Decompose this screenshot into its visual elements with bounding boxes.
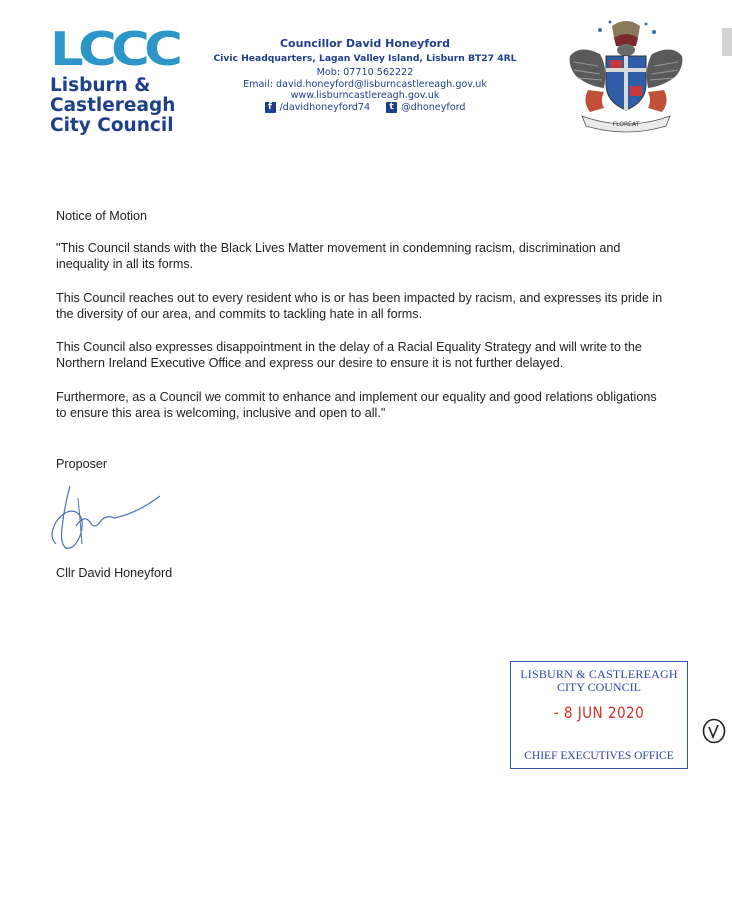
page-edge-marker xyxy=(722,28,732,56)
twitter-handle: @dhoneyford xyxy=(401,101,466,113)
stamp-line-1: LISBURN & CASTLEREAGH xyxy=(520,667,678,681)
logo-mark: LCCC xyxy=(50,22,178,76)
mobile-line: Mob: 07710 562222 xyxy=(316,67,414,78)
logo-line-3: City Council xyxy=(50,115,174,136)
logo-line-2: Castlereagh xyxy=(50,95,176,116)
stamp-date: - 8 JUN 2020 xyxy=(553,703,645,722)
motion-paragraph-2: This Council reaches out to every resident who is or has been impacted by racism, and expresses its pride in the diversity of our area, and commits to tackling hate in all forms. xyxy=(56,291,663,321)
circled-mark-icon xyxy=(701,717,727,745)
facebook-icon: f xyxy=(265,102,276,113)
contact-block xyxy=(205,36,525,113)
signatory-name: Cllr David Honeyford xyxy=(56,566,173,580)
councillor-name: Councillor David Honeyford xyxy=(279,37,450,50)
website-line: www.lisburncastlereagh.gov.uk xyxy=(290,90,440,101)
motion-paragraph-4: Furthermore, as a Council we commit to enhance and implement our equality and good relations obligations to ensure this area is welcoming, inclusive and open to all." xyxy=(56,390,657,420)
twitter-icon: t xyxy=(386,102,397,113)
motion-paragraph-3: This Council also expresses disappointment in the delay of a Racial Equality Strategy and will write to the Northern Ireland Executive Office and express our desire to ensure it is not further delayed. xyxy=(56,340,642,370)
proposer-label: Proposer xyxy=(56,457,108,471)
motion-paragraph-1: "This Council stands with the Black Lives Matter movement in condemning racism, discrimination and inequality in all its forms. xyxy=(56,241,621,271)
email-line: Email: david.honeyford@lisburncastlereagh.gov.uk xyxy=(243,78,487,90)
council-logo xyxy=(50,22,190,136)
received-stamp xyxy=(510,661,688,769)
crest-motto: FLOREAT xyxy=(612,121,640,128)
facebook-handle: /davidhoneyford74 xyxy=(279,101,371,113)
logo-line-1: Lisburn & xyxy=(50,75,151,96)
address-line: Civic Headquarters, Lagan Valley Island, Lisburn BT27 4RL xyxy=(213,53,517,64)
stamp-line-3: CHIEF EXECUTIVES OFFICE xyxy=(524,750,674,762)
motion-heading: Notice of Motion xyxy=(56,209,147,223)
social-line xyxy=(205,102,525,114)
handwritten-signature xyxy=(40,478,170,553)
coat-of-arms-icon xyxy=(560,16,692,134)
stamp-line-2: CITY COUNCIL xyxy=(557,680,641,694)
